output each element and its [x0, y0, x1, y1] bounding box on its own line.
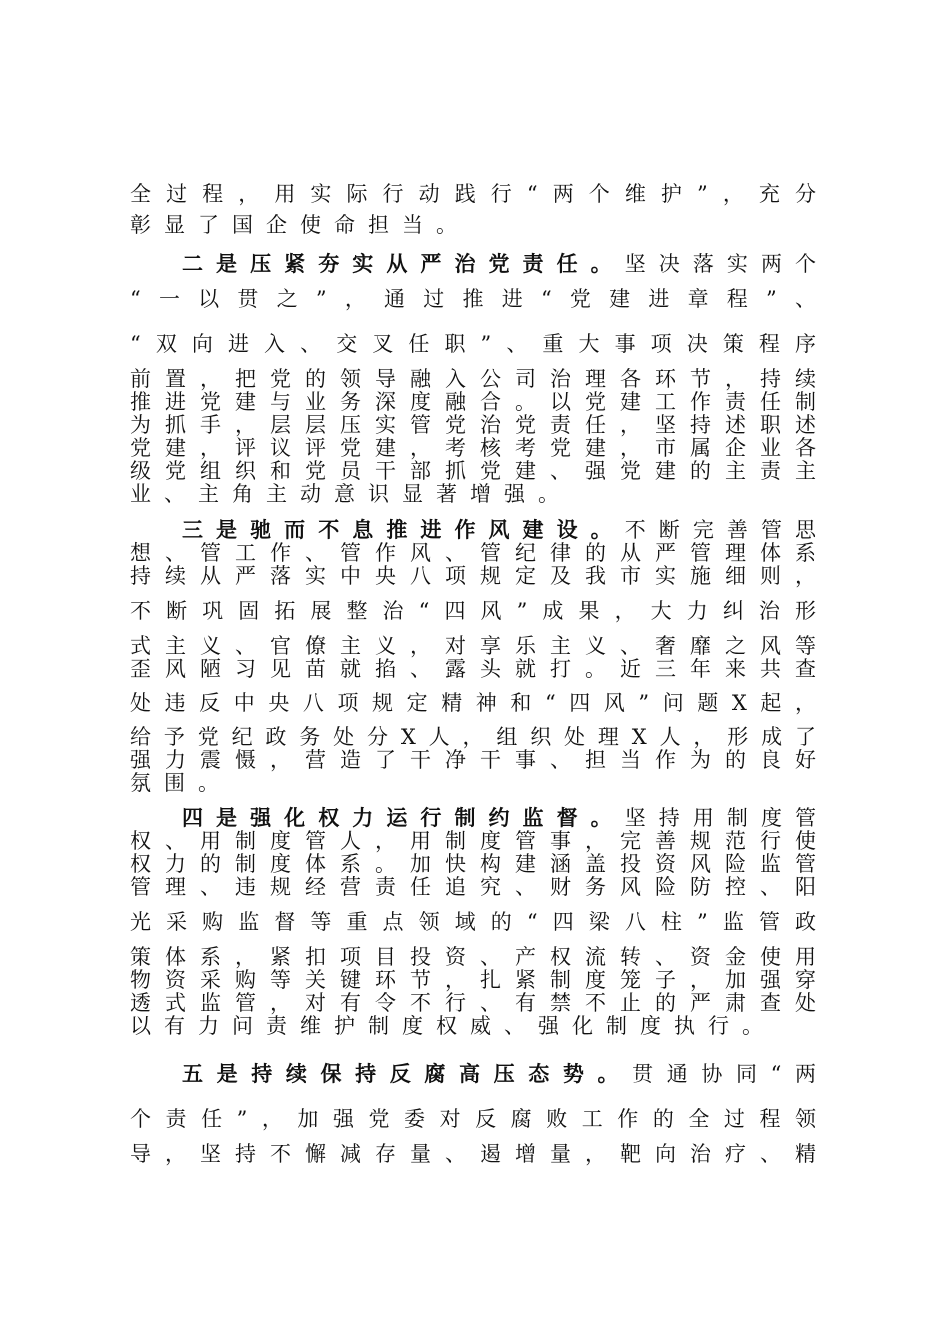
- section-heading-4: 四是强化权力运行制约监督。: [182, 805, 625, 830]
- body-text-line: 以有力问责维护制度权威、强化制度执行。: [130, 1014, 776, 1038]
- body-text-span: 不断完善管思: [624, 518, 816, 542]
- body-text-line: 推进党建与业务深度融合。以党建工作责任制: [130, 390, 816, 414]
- body-text-line: 歪风陋习见苗就掐、露头就打。近三年来共查: [130, 657, 816, 681]
- body-text-line: 权、用制度管人，用制度管事，完善规范行使: [130, 829, 816, 853]
- body-text-line: 为抓手，层层压实管党治党责任，坚持述职述: [130, 413, 816, 437]
- section-heading-5: 五是持续保持反腐高压态势。: [182, 1061, 633, 1086]
- body-text-line: 想、管工作、管作风、管纪律的从严管理体系: [130, 541, 816, 565]
- body-text-line: 级党组织和党员干部抓党建、强党建的主责主: [130, 459, 816, 483]
- body-text-line: 个责任”，加强党委对反腐败工作的全过程领: [130, 1107, 816, 1131]
- body-text-line: 导，坚持不懈减存量、遏增量，靶向治疗、精: [130, 1142, 816, 1166]
- body-text-span: 坚持用制度管: [624, 806, 816, 830]
- body-text-span: 贯通协同“两: [632, 1062, 816, 1086]
- body-text-line: 持续从严落实中央八项规定及我市实施细则，: [130, 564, 816, 588]
- body-text-line: “一以贯之”，通过推进“党建进章程”、: [130, 287, 816, 311]
- section-2-line: [182, 251, 816, 277]
- section-5-line: [182, 1061, 816, 1087]
- body-text-line: 处违反中央八项规定精神和“四风”问题X起，: [130, 691, 816, 715]
- body-text-line: 前置，把党的领导融入公司治理各环节，持续: [130, 367, 816, 391]
- body-text-line: 不断巩固拓展整治“四风”成果，大力纠治形: [130, 599, 816, 623]
- body-text-line: 给予党纪政务处分X人，组织处理X人，形成了: [130, 725, 816, 749]
- body-text-line: 透式监管，对有令不行、有禁不止的严肃查处: [130, 991, 816, 1015]
- body-text-line: 光采购监督等重点领域的“四梁八柱”监管政: [130, 910, 816, 934]
- body-text-line: 业、主角主动意识显著增强。: [130, 482, 572, 506]
- body-text-span: 坚决落实两个: [624, 252, 816, 276]
- body-text-line: 权力的制度体系。加快构建涵盖投资风险监管: [130, 852, 816, 876]
- body-text-line: 强力震慑，营造了干净干事、担当作为的良好: [130, 748, 816, 772]
- body-text-line: 式主义、官僚主义，对享乐主义、奢靡之风等: [130, 634, 816, 658]
- body-text-line: 管理、违规经营责任追究、财务风险防控、阳: [130, 875, 816, 899]
- body-text-line: 党建，评议评党建，考核考党建，市属企业各: [130, 436, 816, 460]
- body-text-line: 全过程，用实际行动践行“两个维护”，充分: [130, 182, 816, 206]
- body-text-line: 氛围。: [130, 771, 232, 795]
- body-text-line: 彰显了国企使命担当。: [130, 213, 470, 237]
- section-heading-2: 二是压紧夯实从严治党责任。: [182, 251, 625, 276]
- section-heading-3: 三是驰而不息推进作风建设。: [182, 517, 625, 542]
- body-text-line: 策体系，紧扣项目投资、产权流转、资金使用: [130, 945, 816, 969]
- body-text-line: “双向进入、交叉任职”、重大事项决策程序: [130, 332, 816, 356]
- body-text-line: 物资采购等关键环节，扎紧制度笼子，加强穿: [130, 968, 816, 992]
